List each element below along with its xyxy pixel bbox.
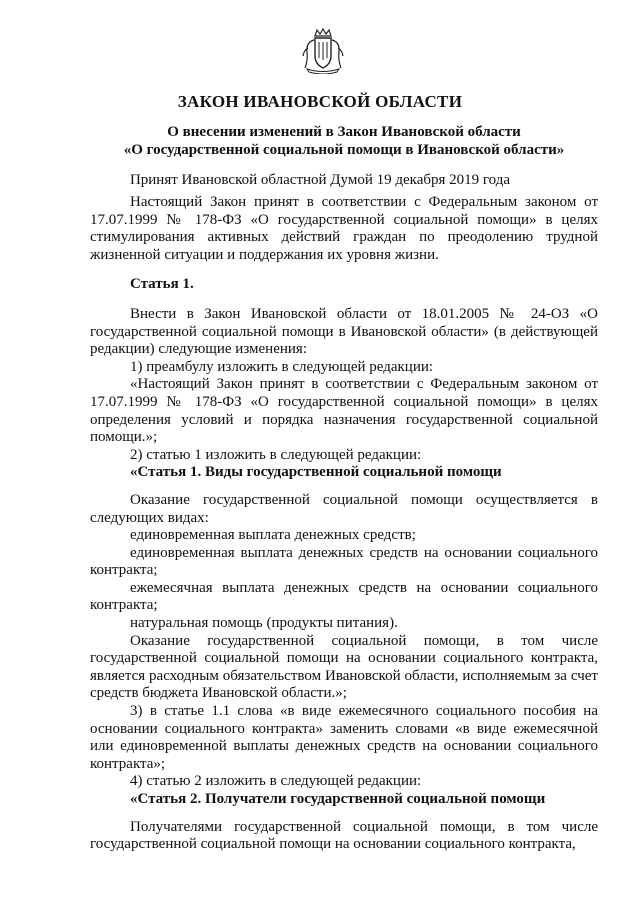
subtitle-line-2: «О государственной социальной помощи в Ивановской области» — [123, 142, 565, 158]
coat-of-arms-icon — [302, 28, 344, 74]
item-2-kind-4: натуральная помощь (продукты питания). — [130, 615, 398, 632]
law-body — [90, 194, 598, 854]
item-4: 4) статью 2 изложить в следующей редакции: — [130, 773, 422, 790]
item-1-text: «Настоящий Закон принят в соответствии с Федеральным законом от 17.07.1999 № 178-ФЗ «О государственной социальной помощи» в целях определения условий и порядка назначения государственной социальной помощи.»; — [90, 376, 598, 446]
article-2-new-heading: «Статья 2. Получатели государственной социальной помощи — [130, 791, 546, 807]
item-2-paragraph-2: Оказание государственной социальной помощи, в том числе государственной социальной помощи на основании социального контракта, является расходным обязательством Ивановской области, исполняемым за счет средств бюджета Ивановской области.»; — [90, 632, 598, 702]
item-4-paragraph-1: Получателями государственной социальной помощи, в том числе государственной социальной помощи на основании социального контракта, — [90, 818, 598, 853]
item-2-kind-1: единовременная выплата денежных средств; — [130, 527, 416, 544]
item-2-kind-3: ежемесячная выплата денежных средств на основании социального контракта; — [90, 579, 598, 614]
adoption-note: Принят Ивановской областной Думой 19 декабря 2019 года — [129, 172, 511, 188]
article-1-heading: Статья 1. — [130, 276, 194, 293]
item-2-kind-2: единовременная выплата денежных средств на основании социального контракта; — [90, 544, 598, 579]
item-2: 2) статью 1 изложить в следующей редакции: — [130, 446, 422, 463]
subtitle-line-1: О внесении изменений в Закон Ивановской области — [167, 124, 521, 140]
preamble-paragraph: Настоящий Закон принят в соответствии с Федеральным законом от 17.07.1999 № 178-ФЗ «О государственной социальной помощи» в целях стимулирования активных действий граждан по преодолению трудной жизненной ситуации и поддержания их уровня жизни. — [90, 194, 598, 263]
item-1: 1) преамбулу изложить в следующей редакции: — [130, 358, 434, 375]
law-title: ЗАКОН ИВАНОВСКОЙ ОБЛАСТИ — [177, 92, 463, 111]
item-2-paragraph-1: Оказание государственной социальной помощи осуществляется в следующих видах: — [90, 491, 598, 526]
article-1-new-heading: «Статья 1. Виды государственной социальной помощи — [130, 464, 502, 481]
item-3: 3) в статье 1.1 слова «в виде ежемесячного социального пособия на основании социального контракта» заменить словами «в виде ежемесячной или единовременной выплаты денежных средств на основании социального контракта»; — [90, 703, 598, 772]
law-subtitle — [90, 123, 598, 159]
article-1-intro: Внести в Закон Ивановской области от 18.01.2005 № 24-ОЗ «О государственной социальной помощи в Ивановской области» (в действующей редакции) следующие изменения: — [90, 305, 598, 358]
